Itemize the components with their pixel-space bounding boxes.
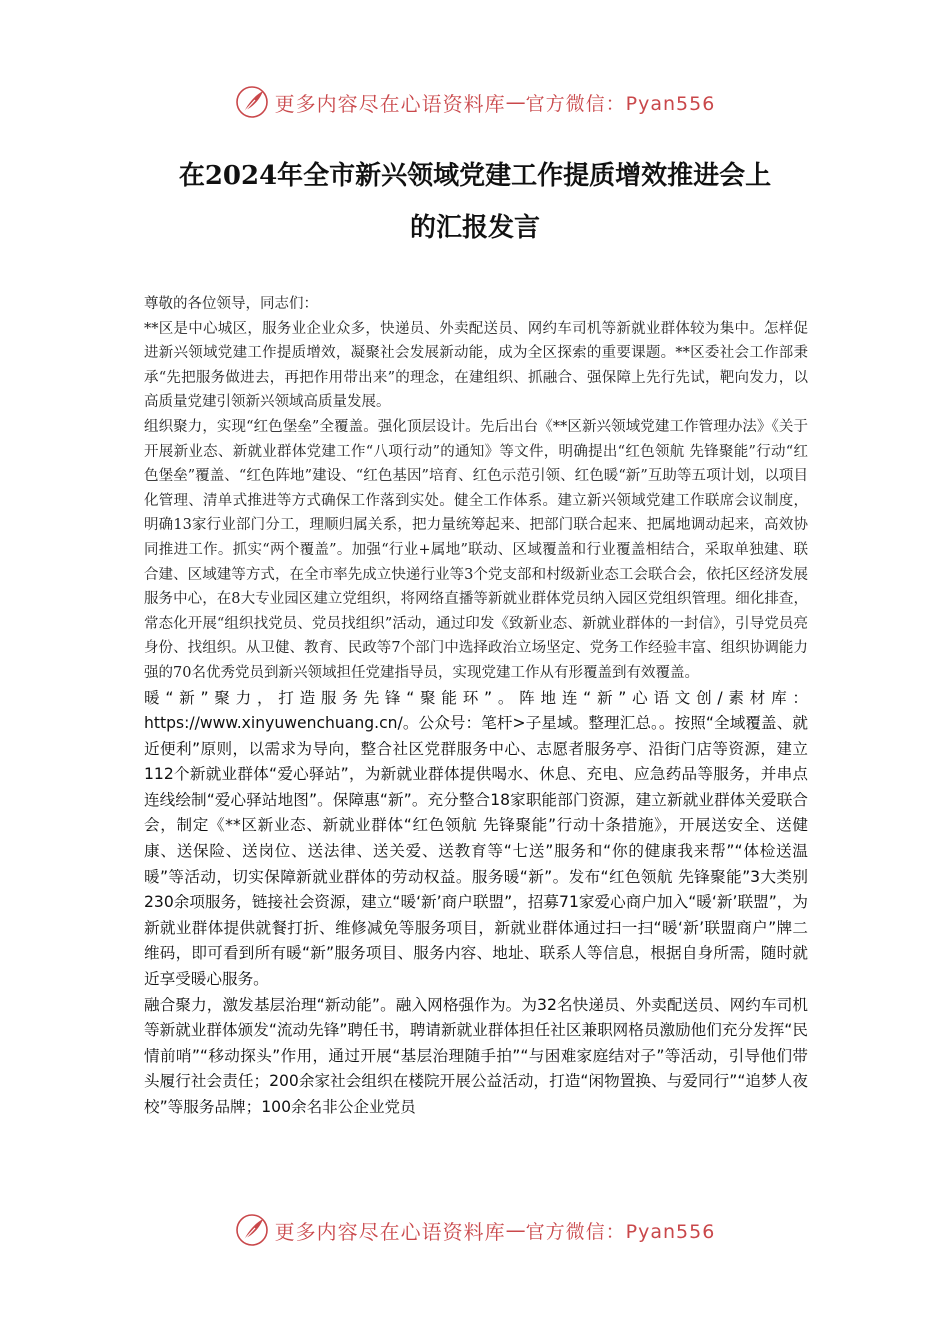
paragraph-organization: 组织聚力，实现“红色堡垒”全覆盖。强化顶层设计。先后出台《**区新兴领域党建工作管理办法》《关于开展新业态、新就业群体党建工作“八项行动”的通知》等文件，明确提出“红色领航 先锋聚能”行动“红色堡垒”覆盖、“红色阵地”建设、“红色基因”培育、红色示范引领、红色暖“新”互助等五项计划，以项目化管理、清单式推进等方式确保工作落到实处。健全工作体系。建立新兴领域党建工作联席会议制度，明确13家行业部门分工，理顺归属关系，把力量统筹起来、把部门联合起来、把属地调动起来，高效协同推进工作。抓实“两个覆盖”。加强“行业+属地”联动、区域覆盖和行业覆盖相结合，采取单独建、联合建、区域建等方式，在全市率先成立快递行业等3个党支部和村级新业态工会联合会，依托区经济发展服务中心，在8大专业园区建立党组织，将网络直播等新就业群体党员纳入园区党组织管理。细化排查，常态化开展“组织找党员、党员找组织”活动，通过印发《致新业态、新就业群体的一封信》，引导党员亮身份、找组织。从卫健、教育、民政等7个部门中选择政治立场坚定、党务工作经验丰富、组织协调能力强的70名优秀党员到新兴领域担任党建指导员，实现党建工作从有形覆盖到有效覆盖。	[144, 418, 808, 681]
banner-text: 更多内容尽在心语资料库	[274, 1219, 506, 1244]
greeting: 尊敬的各位领导，同志们：	[144, 296, 318, 312]
banner-wechat: 官方微信：Pyan556	[525, 1220, 716, 1243]
footer-watermark-banner	[0, 1210, 950, 1250]
page-title	[120, 150, 830, 254]
banner-separator: —	[505, 90, 526, 114]
title-line-1: 在2024年全市新兴领域党建工作提质增效推进会上	[178, 161, 772, 191]
paragraph-service: 暖“新”聚力，打造服务先锋“聚能环”。阵地连“新”心语文创/素材库：https://www.xinyuwenchuang.cn/。公众号：笔杆>子星域。整理汇总。。按照“全域覆盖、就近便利”原则，以需求为导向，整合社区党群服务中心、志愿者服务亭、沿街门店等资源，建立112个新就业群体“爱心驿站”，为新就业群体提供喝水、休息、充电、应急药品等服务，并串点连线绘制“爱心驿站地图”。保障惠“新”。充分整合18家职能部门资源，建立新就业群体关爱联合会，制定《**区新业态、新就业群体“红色领航 先锋聚能”行动十条措施》，开展送安全、送健康、送保险、送岗位、送法律、送关爱、送教育等“七送”服务和“你的健康我来帮”“体检送温暖”等活动，切实保障新就业群体的劳动权益。服务暖“新”。发布“红色领航 先锋聚能”3大类别230余项服务，链接社会资源，建立“暖‘新’商户联盟”，招募71家爱心商户加入“暖‘新’联盟”，为新就业群体提供就餐打折、维修减免等服务项目，新就业群体通过扫一扫“暖‘新’联盟商户”牌二维码，即可看到所有暖“新”服务项目、服务内容、地址、联系人等信息，根据自身所需，随时就近享受暖心服务。	[144, 688, 808, 989]
document-body	[144, 292, 808, 1121]
quill-pen-icon	[235, 1213, 269, 1247]
paragraph-governance: 融合聚力，激发基层治理“新动能”。融入网格强作为。为32名快递员、外卖配送员、网约车司机等新就业群体颁发“流动先锋”聘任书，聘请新就业群体担任社区兼职网格员激励他们充分发挥“民情前哨”“移动探头”作用，通过开展“基层治理随手拍”“与困难家庭结对子”等活动，引导他们带头履行社会责任；200余家社会组织在楼院开展公益活动，打造“闲物置换、与爱同行”“追梦人夜校”等服务品牌；100余名非公企业党员	[144, 995, 808, 1116]
quill-pen-icon	[235, 85, 269, 119]
title-line-2: 的汇报发言	[409, 213, 540, 243]
banner-separator: —	[505, 1218, 526, 1242]
banner-text: 更多内容尽在心语资料库	[274, 91, 506, 116]
header-watermark-banner	[0, 82, 950, 122]
paragraph-intro: **区是中心城区，服务业企业众多，快递员、外卖配送员、网约车司机等新就业群体较为集中。怎样促进新兴领域党建工作提质增效，凝聚社会发展新动能，成为全区探索的重要课题。**区委社会工作部秉承“先把服务做进去，再把作用带出来”的理念，在建组织、抓融合、强保障上先行先试，靶向发力，以高质量党建引领新兴领域高质量发展。	[144, 320, 808, 411]
banner-wechat: 官方微信：Pyan556	[525, 92, 716, 115]
